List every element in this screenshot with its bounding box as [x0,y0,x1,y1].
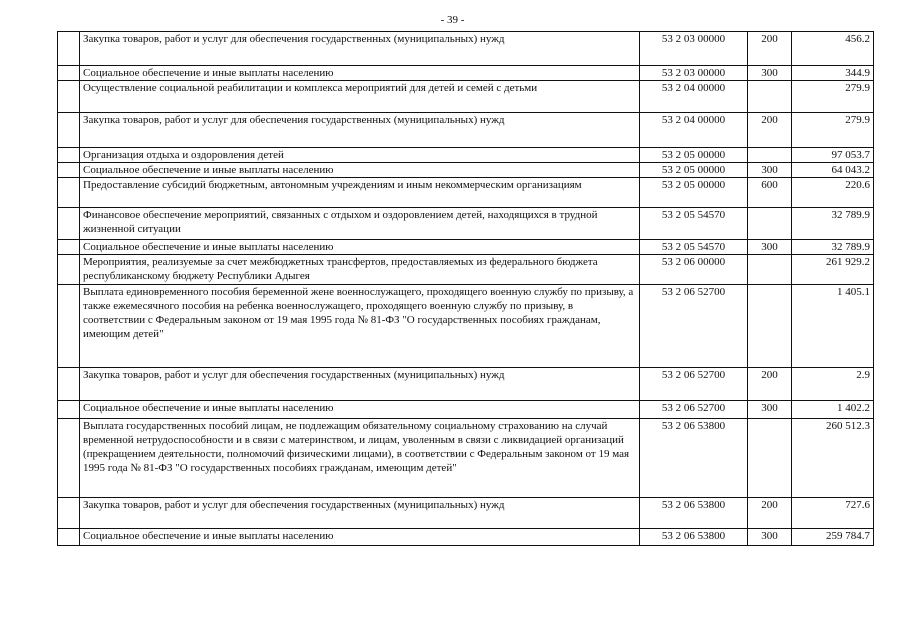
row-sum: 2.9 [792,368,874,401]
blank-cell [58,498,80,529]
row-code: 53 2 05 00000 [640,148,748,163]
row-sum: 727.6 [792,498,874,529]
row-sum: 220.6 [792,178,874,208]
row-code: 53 2 05 00000 [640,163,748,178]
blank-cell [58,66,80,81]
row-type: 600 [748,178,792,208]
row-name: Закупка товаров, работ и услуг для обеспечения государственных (муниципальных) нужд [80,368,640,401]
row-code: 53 2 06 52700 [640,285,748,368]
table-row [58,419,874,498]
row-name: Социальное обеспечение и иные выплаты населению [80,66,640,81]
row-type: 300 [748,529,792,546]
row-name: Социальное обеспечение и иные выплаты населению [80,401,640,419]
blank-cell [58,368,80,401]
row-sum: 260 512.3 [792,419,874,498]
blank-cell [58,113,80,148]
table-row [58,178,874,208]
row-sum: 32 789.9 [792,208,874,240]
table-row [58,113,874,148]
row-code: 53 2 03 00000 [640,32,748,66]
row-sum: 456.2 [792,32,874,66]
row-name: Выплата единовременного пособия беременной жене военнослужащего, проходящего военную службу по призыву, а также ежемесячного пособия на ребенка военнослужащего, проходящего военную службу по призыву, в соответствии с Федеральным законом от 19 мая 1995 года № 81-ФЗ "О государственных пособиях гражданам, имеющим детей" [80,285,640,368]
row-code: 53 2 05 54570 [640,208,748,240]
table-row [58,368,874,401]
row-code: 53 2 06 00000 [640,255,748,285]
row-sum: 1 405.1 [792,285,874,368]
row-sum: 64 043.2 [792,163,874,178]
row-name: Осуществление социальной реабилитации и комплекса мероприятий для детей и семей с детьми [80,81,640,113]
blank-cell [58,178,80,208]
table-row [58,32,874,66]
blank-cell [58,401,80,419]
row-code: 53 2 05 54570 [640,240,748,255]
blank-cell [58,240,80,255]
row-type: 200 [748,368,792,401]
row-name: Выплата государственных пособий лицам, не подлежащим обязательному социальному страхованию на случай временной нетрудоспособности и в связи с материнством, и лицам, уволенным в связи с ликвидацией организаций (прекращением деятельности, полномочий физическими лицами), в соответствии с Федеральным законом от 19 мая 1995 года № 81-ФЗ "О государственных пособиях гражданам, имеющим детей" [80,419,640,498]
row-type [748,208,792,240]
table-row [58,163,874,178]
row-code: 53 2 06 53800 [640,498,748,529]
row-name: Предоставление субсидий бюджетным, автономным учреждениям и иным некоммерческим организациям [80,178,640,208]
table-row [58,498,874,529]
row-name: Закупка товаров, работ и услуг для обеспечения государственных (муниципальных) нужд [80,498,640,529]
row-name: Закупка товаров, работ и услуг для обеспечения государственных (муниципальных) нужд [80,32,640,66]
row-type: 200 [748,32,792,66]
row-code: 53 2 03 00000 [640,66,748,81]
row-name: Мероприятия, реализуемые за счет межбюджетных трансфертов, предоставляемых из федерального бюджета республиканскому бюджету Республики Адыгея [80,255,640,285]
table-row [58,208,874,240]
row-name: Социальное обеспечение и иные выплаты населению [80,529,640,546]
blank-cell [58,81,80,113]
row-code: 53 2 06 53800 [640,419,748,498]
blank-cell [58,163,80,178]
row-sum: 279.9 [792,81,874,113]
blank-cell [58,419,80,498]
table-row [58,240,874,255]
row-code: 53 2 04 00000 [640,113,748,148]
table-row [58,529,874,546]
table-row [58,401,874,419]
row-type [748,81,792,113]
table-row [58,66,874,81]
row-code: 53 2 06 52700 [640,368,748,401]
row-name: Социальное обеспечение и иные выплаты населению [80,240,640,255]
blank-cell [58,529,80,546]
budget-table [57,31,874,546]
blank-cell [58,148,80,163]
row-type: 300 [748,240,792,255]
row-type: 200 [748,113,792,148]
row-sum: 1 402.2 [792,401,874,419]
table-row [58,148,874,163]
row-type: 200 [748,498,792,529]
row-sum: 259 784.7 [792,529,874,546]
table-row [58,81,874,113]
row-code: 53 2 05 00000 [640,178,748,208]
row-sum: 344.9 [792,66,874,81]
row-type [748,255,792,285]
row-code: 53 2 06 53800 [640,529,748,546]
row-name: Финансовое обеспечение мероприятий, связанных с отдыхом и оздоровлением детей, находящихся в трудной жизненной ситуации [80,208,640,240]
row-type [748,285,792,368]
page-number: - 39 - [440,14,465,26]
row-sum: 97 053.7 [792,148,874,163]
row-sum: 32 789.9 [792,240,874,255]
row-name: Социальное обеспечение и иные выплаты населению [80,163,640,178]
row-type: 300 [748,163,792,178]
row-code: 53 2 06 52700 [640,401,748,419]
row-type [748,419,792,498]
blank-cell [58,255,80,285]
row-code: 53 2 04 00000 [640,81,748,113]
table-row [58,255,874,285]
blank-cell [58,285,80,368]
row-type: 300 [748,401,792,419]
blank-cell [58,208,80,240]
blank-cell [58,32,80,66]
row-type [748,148,792,163]
row-name: Закупка товаров, работ и услуг для обеспечения государственных (муниципальных) нужд [80,113,640,148]
row-name: Организация отдыха и оздоровления детей [80,148,640,163]
row-sum: 261 929.2 [792,255,874,285]
table-row [58,285,874,368]
row-sum: 279.9 [792,113,874,148]
row-type: 300 [748,66,792,81]
